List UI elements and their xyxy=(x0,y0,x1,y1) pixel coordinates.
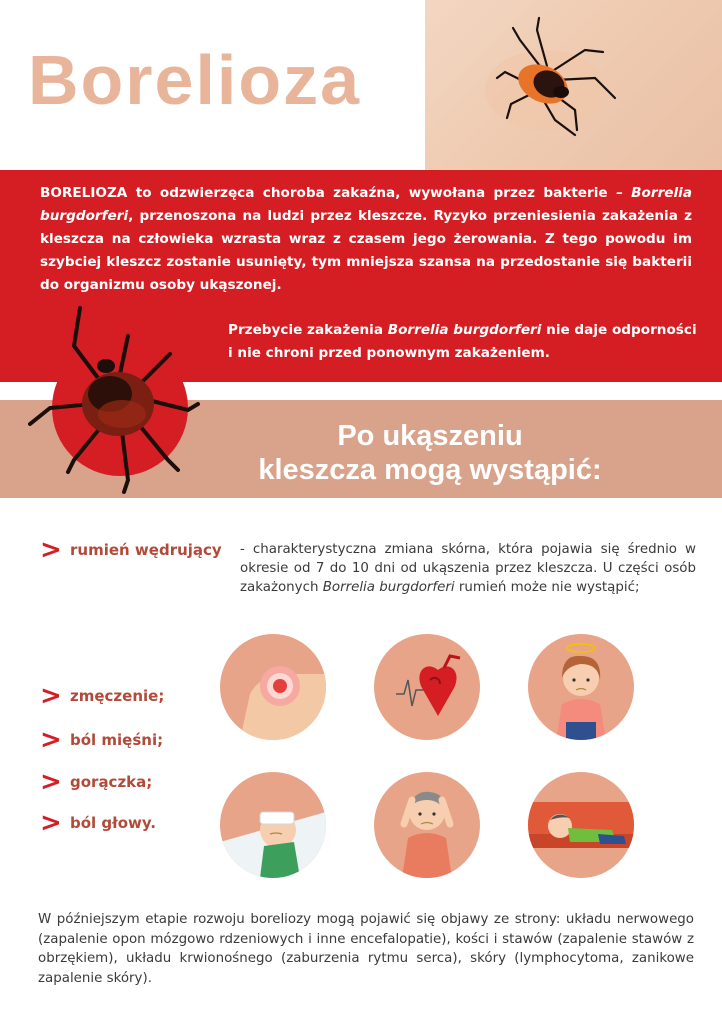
intro-paragraph xyxy=(40,182,692,297)
symptom-item xyxy=(40,727,163,753)
symptom-label: ból głowy. xyxy=(70,814,156,832)
intro-text-2: , przenoszona na ludzi przez kleszcze. Ryzyko przeniesienia zakażenia z kleszcza na człowieka wzrasta wraz z czasem jego żerowania. Z tego powodu im szybciej kleszcz zostanie usunięty, tym mniejsza szansa na przedostanie się bakterii do organizmu osoby ukąszonej. xyxy=(40,208,692,293)
note-text-1: Przebycie zakażenia xyxy=(228,322,388,338)
symptom-item xyxy=(40,683,164,709)
heart-icon xyxy=(374,634,480,740)
symptom-item xyxy=(40,810,156,836)
rumien-desc-text-1: - charakterystyczna zmiana skórna, która pojawia się średnio w okresie od 7 do 10 dni od ukąszenia przez kleszcza. U części osób zakażonych xyxy=(240,542,696,595)
rash-icon xyxy=(220,634,326,740)
symptom-item xyxy=(40,769,152,795)
tick-photo xyxy=(425,0,722,170)
rumien-desc-italic: Borrelia burgdorferi xyxy=(322,580,455,595)
symptom-rumien xyxy=(40,537,222,563)
chevron-right-icon: > xyxy=(40,725,62,755)
symptom-label: gorączka; xyxy=(70,773,153,791)
chevron-right-icon: > xyxy=(40,808,62,838)
headache-man-icon xyxy=(374,772,480,878)
heading-line-2: kleszcza mogą wystąpić: xyxy=(258,454,602,486)
chevron-right-icon: > xyxy=(40,535,62,565)
intro-italic-1: Borrelia burgdorferi xyxy=(40,185,692,224)
symptom-label: zmęczenie; xyxy=(70,687,165,705)
immunity-note xyxy=(228,319,698,365)
note-italic: Borrelia burgdorferi xyxy=(387,322,542,338)
fever-icon xyxy=(220,772,326,878)
fatigue-icon xyxy=(528,772,634,878)
page-title: Borelioza xyxy=(28,41,362,119)
rumien-desc-text-2: rumień może nie wystąpić; xyxy=(454,580,640,595)
note-text-2: nie daje odporności i nie chroni przed ponownym zakażeniem. xyxy=(228,322,697,361)
chevron-right-icon: > xyxy=(40,767,62,797)
heading-line-1: Po ukąszeniu xyxy=(337,420,523,452)
symptom-label: ból mięśni; xyxy=(70,731,164,749)
late-symptoms-paragraph: W późniejszym etapie rozwoju boreliozy mogą pojawić się objawy ze strony: układu nerwowego (zapalenie opon mózgowo rdzeniowych i inne encefalopatie), kości i stawów (zapalenie stawów z obrzękiem), układu krwionośnego (zaburzenia rytmu serca), skóry (lymphocytoma, zanikowe zapalenie skóry). xyxy=(38,912,694,986)
tick-icon xyxy=(10,300,210,500)
rumien-description xyxy=(240,540,696,597)
dizzy-girl-icon xyxy=(528,634,634,740)
symptom-label: rumień wędrujący xyxy=(70,541,222,559)
chevron-right-icon: > xyxy=(40,681,62,711)
intro-text-1: BORELIOZA to odzwierzęca choroba zakaźna, wywołana przez bakterie – xyxy=(40,185,632,201)
